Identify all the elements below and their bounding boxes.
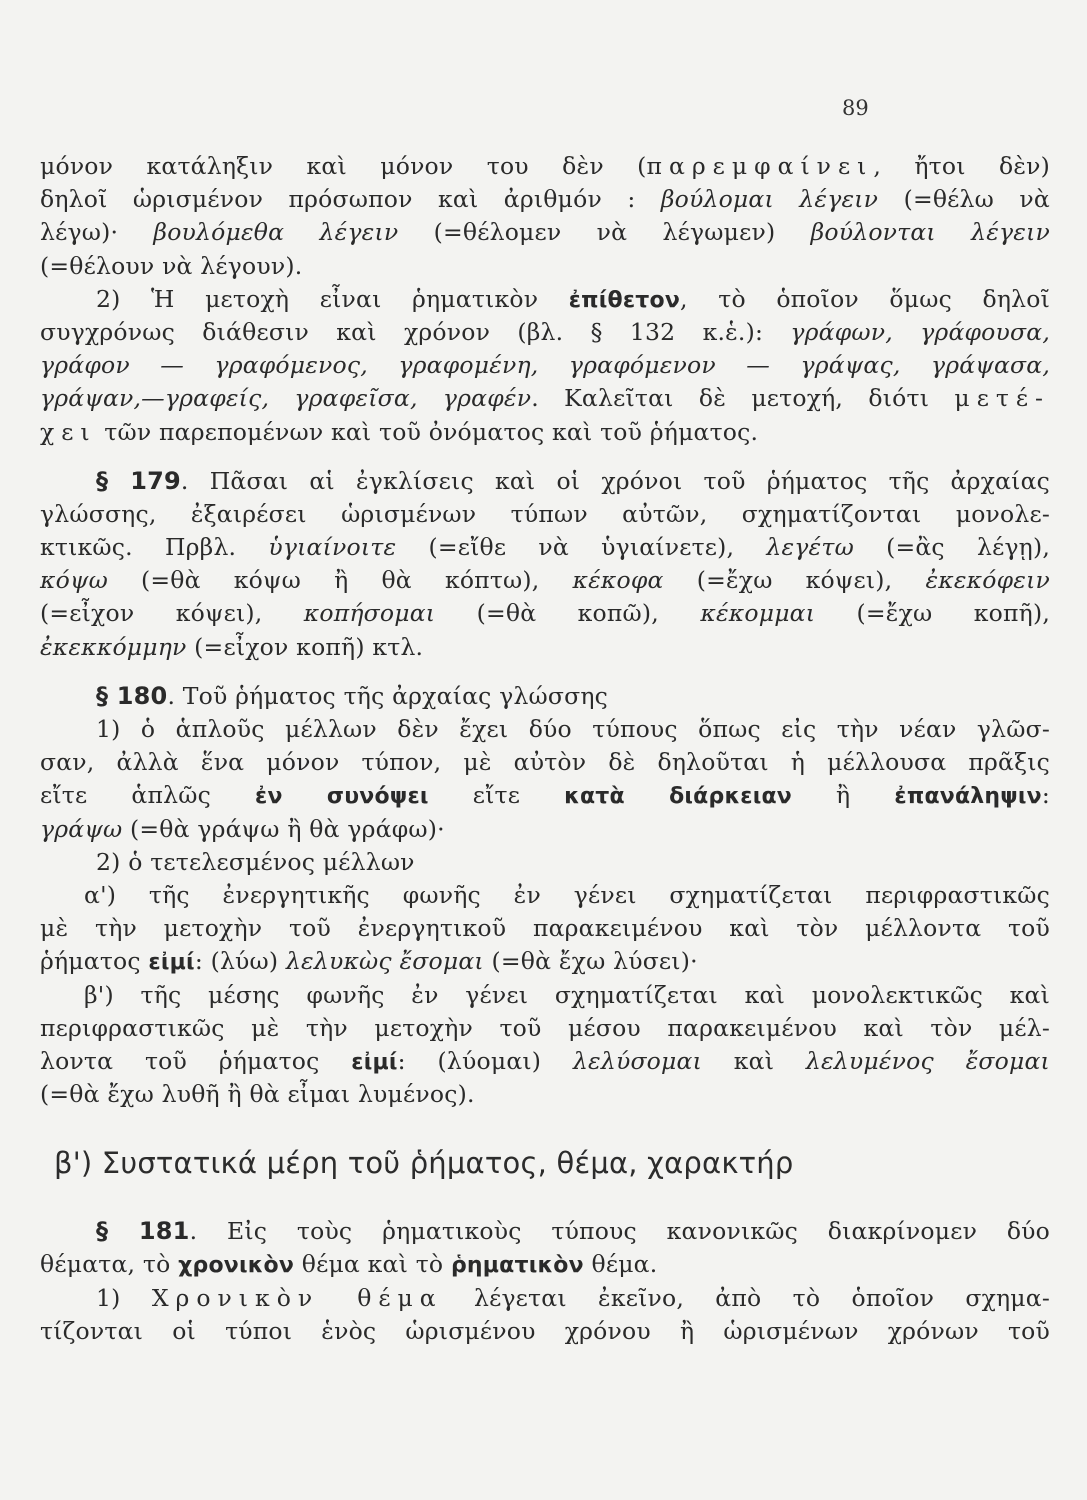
text-line: χει τῶν παρεπομένων καὶ τοῦ ὀνόματος καὶ τοῦ ῥήματος. (40, 417, 759, 446)
text-line: (=εἶχον κόψει), κοπήσομαι (=θὰ κοπῶ), κέκομμαι (=ἔχω κοπῆ), (40, 599, 1050, 628)
page-number: 89 (842, 96, 869, 120)
text-line: γλώσσης, ἐξαιρέσει ὡρισμένων τύπων αὐτῶν, σχηματίζονται μονολε- (40, 499, 1050, 528)
text-line: γράψαν,—γραφείς, γραφεῖσα, γραφέν. Καλεῖται δὲ μετοχή, διότι μετέ- (40, 384, 1050, 413)
text-line: λέγω)· βουλόμεθα λέγειν (=θέλομεν νὰ λέγωμεν) βούλονται λέγειν (40, 218, 1050, 247)
text-line: γράψω (=θὰ γράψω ἢ θὰ γράφω)· (40, 814, 445, 843)
text-line: μόνον κατάληξιν καὶ μόνον του δὲν (παρεμφαίνει, ἤτοι δὲν) (40, 152, 1050, 180)
text-line: (=θέλουν νὰ λέγουν). (40, 251, 303, 280)
text-line: 1) ὁ ἁπλοῦς μέλλων δὲν ἔχει δύο τύπους ὅπως εἰς τὴν νέαν γλῶσ- (96, 715, 1050, 743)
text-line: τίζονται οἱ τύποι ἑνὸς ὡρισμένου χρόνου ἢ ὡρισμένων χρόνων τοῦ (40, 1316, 1050, 1345)
text-line: σαν, ἀλλὰ ἕνα μόνον τύπον, μὲ αὐτὸν δὲ δηλοῦται ἡ μέλλουσα πρᾶξις (40, 748, 1050, 777)
text-line: θέματα, τὸ χρονικὸν θέμα καὶ τὸ ῥηματικὸν θέμα. (40, 1250, 658, 1279)
text-line: λοντα τοῦ ῥήματος εἰμί: (λύομαι) λελύσομαι καὶ λελυμένος ἔσομαι (40, 1046, 1050, 1075)
text-line: § 179. Πᾶσαι αἱ ἐγκλίσεις καὶ οἱ χρόνοι τοῦ ῥήματος τῆς ἀρχαίας (96, 466, 1050, 495)
text-line: ῥήματος εἰμί: (λύω) λελυκὼς ἔσομαι (=θὰ ἔχω λύσει)· (40, 947, 698, 976)
text-line: κόψω (=θὰ κόψω ἢ θὰ κόπτω), κέκοφα (=ἔχω κόψει), ἐκεκόφειν (40, 566, 1050, 595)
text-line: κτικῶς. Πρβλ. ὑγιαίνοιτε (=εἴθε νὰ ὑγιαίνετε), λεγέτω (=ἂς λέγῃ), (40, 533, 1051, 562)
text-line: § 181. Εἰς τοὺς ῥηματικοὺς τύπους κανονικῶς διακρίνομεν δύο (96, 1217, 1051, 1246)
section-heading: β') Συστατικά μέρη τοῦ ῥήματος, θέμα, χαρακτήρ (54, 1146, 794, 1181)
text-line: 2) ὁ τετελεσμένος μέλλων (96, 847, 415, 876)
text-line: 1) Χρονικὸν θέμα λέγεται ἐκεῖνο, ἀπὸ τὸ ὁποῖον σχημα- (96, 1283, 1050, 1312)
text-line: β') τῆς μέσης φωνῆς ἐν γένει σχηματίζεται καὶ μονολεκτικῶς καὶ (84, 980, 1050, 1009)
text-line: ἐκεκκόμμην (=εἶχον κοπῆ) κτλ. (40, 632, 424, 661)
text-line: συγχρόνως διάθεσιν καὶ χρόνον (βλ. § 132 κ.ἑ.): γράφων, γράφουσα, (40, 317, 1050, 346)
text-line: περιφραστικῶς μὲ τὴν μετοχὴν τοῦ μέσου παρακειμένου καὶ τὸν μέλ- (40, 1013, 1050, 1042)
text-line: (=θὰ ἔχω λυθῆ ἢ θὰ εἶμαι λυμένος). (40, 1080, 475, 1109)
paragraph-gap (40, 449, 1050, 465)
text-line: μὲ τὴν μετοχὴν τοῦ ἐνεργητικοῦ παρακειμένου καὶ τὸν μέλλοντα τοῦ (40, 914, 1050, 943)
page-body (40, 150, 1050, 1348)
paragraph-gap (40, 664, 1050, 680)
section-gap (40, 1111, 1050, 1133)
text-line: γράφον — γραφόμενος, γραφομένη, γραφόμενον — γράψας, γράψασα, (40, 351, 1050, 380)
text-line: § 180. Τοῦ ῥήματος τῆς ἀρχαίας γλώσσης (96, 681, 609, 710)
text-line: εἴτε ἁπλῶς ἐν συνόψει εἴτε κατὰ διάρκειαν ἢ ἐπανάληψιν: (40, 781, 1050, 810)
section-gap (40, 1193, 1050, 1215)
text-line: δηλοῖ ὡρισμένον πρόσωπον καὶ ἀριθμόν : βούλομαι λέγειν (=θέλω νὰ (40, 185, 1050, 214)
text-line: α') τῆς ἐνεργητικῆς φωνῆς ἐν γένει σχηματίζεται περιφραστικῶς (84, 880, 1050, 909)
text-line: 2) Ἡ μετοχὴ εἶναι ῥηματικὸν ἐπίθετον, τὸ ὁποῖον ὅμως δηλοῖ (96, 284, 1050, 313)
